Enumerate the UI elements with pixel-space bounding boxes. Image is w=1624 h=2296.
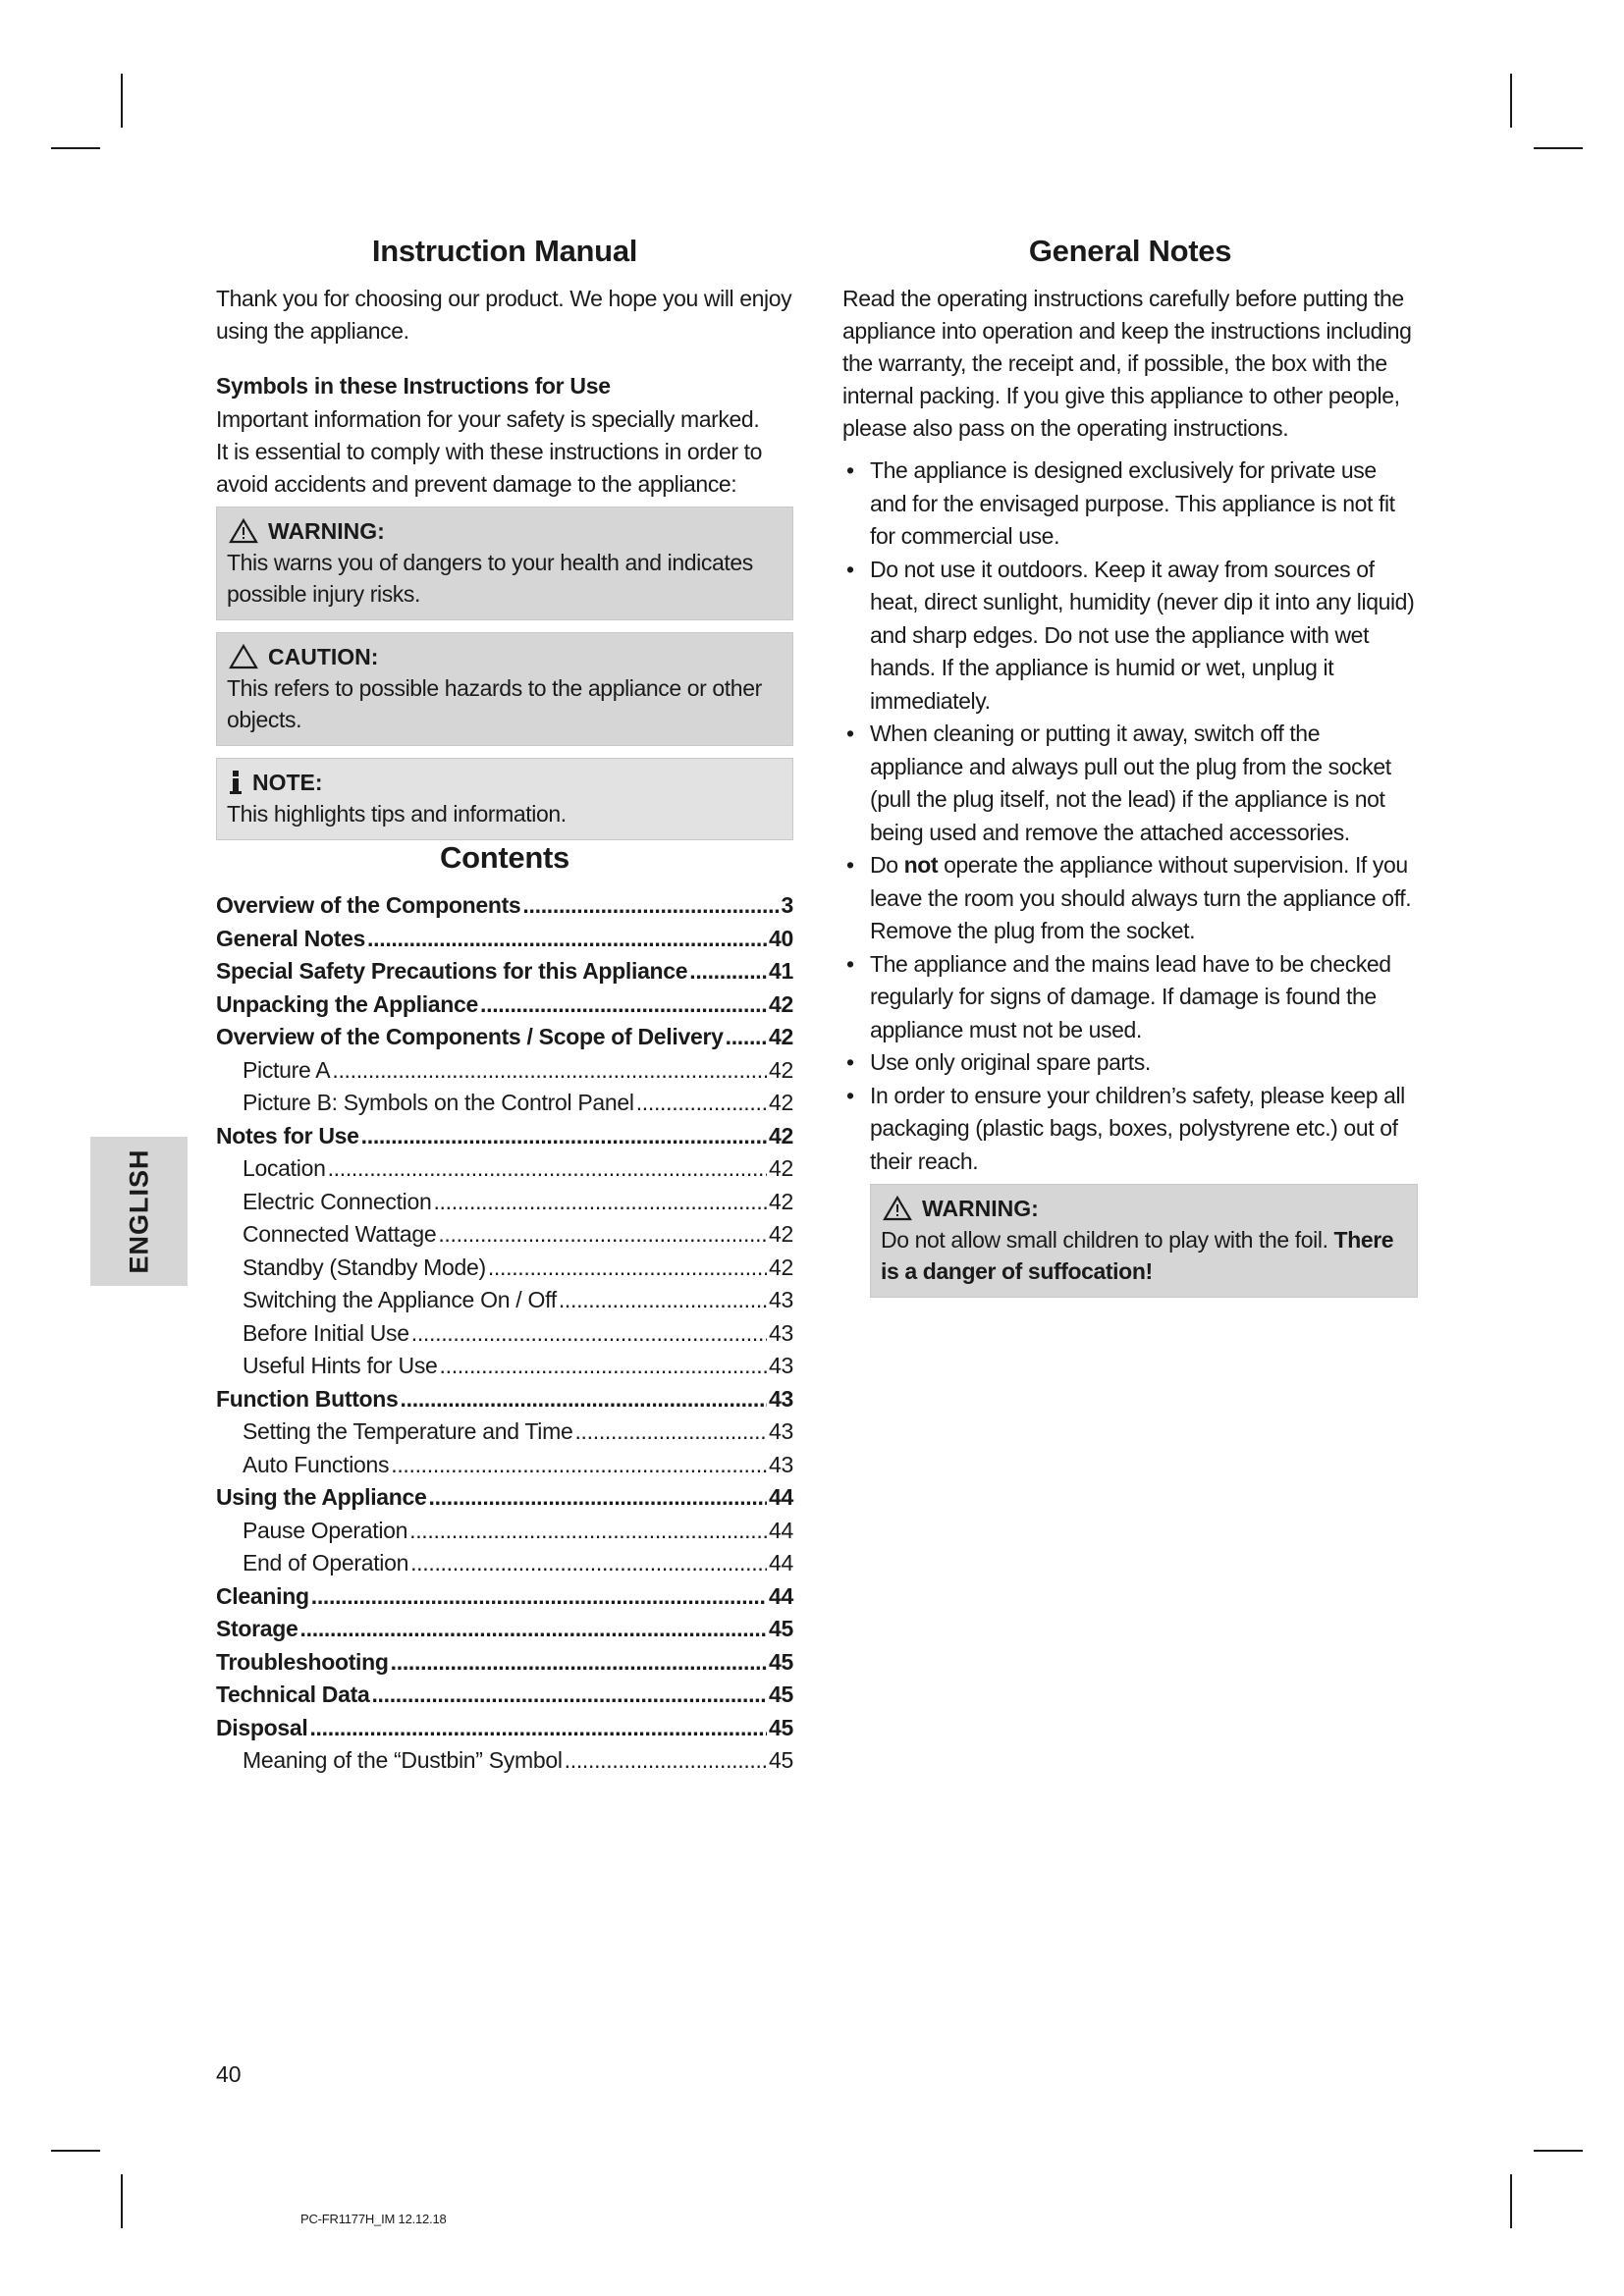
- toc-leader-dots: [522, 889, 779, 923]
- toc-page-number: 43: [769, 1451, 793, 1477]
- caution-title: CAUTION:: [268, 644, 379, 669]
- toc-page-number: 40: [769, 925, 793, 951]
- toc-label: Location: [243, 1155, 326, 1181]
- info-icon: [229, 770, 243, 795]
- toc-page-number: 42: [769, 1188, 793, 1214]
- toc-row: [216, 1679, 793, 1712]
- toc-row: [216, 1744, 793, 1778]
- toc-row: [216, 1218, 793, 1252]
- toc-label: Cleaning: [216, 1582, 309, 1609]
- toc-page-number: 42: [769, 1090, 793, 1115]
- toc-leader-dots: [433, 1186, 767, 1219]
- warning-box: [216, 507, 793, 620]
- toc-label: Overview of the Components: [216, 892, 521, 918]
- language-tab-label: ENGLISH: [124, 1148, 153, 1274]
- toc-label: Function Buttons: [216, 1385, 399, 1412]
- toc-page-number: 42: [769, 1024, 793, 1049]
- page-number: 40: [216, 2061, 242, 2087]
- list-item: • The appliance and the mains lead have to be checked regularly for signs of damage. If damage is found the appliance must not be used.: [842, 948, 1418, 1047]
- warning-title: WARNING:: [922, 1196, 1039, 1221]
- toc-row: [216, 1152, 793, 1186]
- toc-leader-dots: [409, 1515, 767, 1548]
- general-notes-title: General Notes: [1028, 234, 1232, 268]
- symbols-text-2: It is essential to comply with these instructions in order to avoid accidents and prevent damage to the appliance:: [216, 439, 762, 497]
- toc-row: [216, 1186, 793, 1219]
- note-text: This highlights tips and information.: [227, 801, 567, 827]
- warning-title: WARNING:: [268, 518, 385, 544]
- crop-mark: [1534, 147, 1583, 149]
- toc-leader-dots: [410, 1547, 767, 1580]
- symbols-heading: Symbols in these Instructions for Use: [216, 373, 611, 399]
- toc-page-number: 42: [769, 990, 793, 1017]
- toc-label: Electric Connection: [243, 1188, 432, 1214]
- toc-row: [216, 1383, 793, 1416]
- toc-page-number: 43: [769, 1385, 793, 1412]
- toc-label: Technical Data: [216, 1682, 370, 1707]
- toc-row: [216, 1021, 793, 1054]
- toc-page-number: 45: [769, 1714, 793, 1740]
- warning-text-bold: There is a danger of suffocation!: [881, 1227, 1394, 1284]
- toc-label: Setting the Temperature and Time: [243, 1418, 573, 1444]
- bullet4-pre: Do: [870, 852, 904, 878]
- toc-label: Notes for Use: [216, 1122, 359, 1148]
- list-item: • In order to ensure your children’s safety, please keep all packaging (plastic bags, boxes, polystyrene etc.) out of their reach.: [842, 1080, 1418, 1179]
- toc-row: [216, 1481, 793, 1515]
- toc-page-number: 43: [769, 1353, 793, 1378]
- toc-page-number: 41: [769, 958, 793, 984]
- toc-leader-dots: [309, 1712, 767, 1745]
- toc-leader-dots: [311, 1580, 767, 1614]
- toc-page-number: 44: [769, 1582, 793, 1609]
- crop-mark: [51, 147, 100, 149]
- toc-leader-dots: [300, 1613, 767, 1646]
- toc-label: Meaning of the “Dustbin” Symbol: [243, 1747, 563, 1773]
- toc-label: Picture A: [243, 1056, 331, 1083]
- toc-leader-dots: [328, 1152, 767, 1186]
- toc-label: Connected Wattage: [243, 1221, 437, 1247]
- list-item: • Use only original spare parts.: [842, 1046, 1418, 1080]
- general-notes-list: [842, 454, 1418, 1178]
- instruction-manual-title: Instruction Manual: [371, 234, 638, 268]
- toc-page-number: 44: [769, 1550, 793, 1575]
- toc-leader-dots: [726, 1021, 767, 1054]
- bullet4-post: operate the appliance without supervision. If you leave the room you should always turn the appliance off. Remove the plug from the socket.: [870, 852, 1412, 943]
- toc-row: [216, 1054, 793, 1088]
- toc-label: Using the Appliance: [216, 1484, 427, 1510]
- toc-leader-dots: [689, 955, 767, 988]
- toc-label: Overview of the Components / Scope of Delivery: [216, 1024, 724, 1049]
- toc-label: Pause Operation: [243, 1517, 408, 1543]
- warning-text: [881, 1224, 1407, 1287]
- note-box: [216, 758, 793, 840]
- toc-label: Auto Functions: [243, 1451, 390, 1477]
- toc-row: [216, 1415, 793, 1449]
- toc-page-number: 42: [769, 1122, 793, 1148]
- toc-page-number: 42: [769, 1155, 793, 1181]
- toc-page-number: 3: [781, 892, 793, 918]
- toc-leader-dots: [440, 1350, 768, 1383]
- crop-mark: [121, 2174, 123, 2228]
- toc-row: [216, 1449, 793, 1482]
- toc-row: [216, 1515, 793, 1548]
- toc-label: Unpacking the Appliance: [216, 990, 479, 1017]
- toc-page-number: 42: [769, 1056, 793, 1083]
- toc-label: Disposal: [216, 1714, 308, 1740]
- toc-page-number: 42: [769, 1221, 793, 1247]
- crop-mark: [1510, 2174, 1512, 2228]
- toc-leader-dots: [401, 1383, 767, 1416]
- warning-triangle-icon: [883, 1196, 912, 1221]
- note-title: NOTE:: [252, 770, 323, 795]
- caution-text: This refers to possible hazards to the appliance or other objects.: [227, 675, 762, 732]
- toc-page-number: 43: [769, 1319, 793, 1346]
- toc-leader-dots: [480, 988, 767, 1022]
- toc-label: Picture B: Symbols on the Control Panel: [243, 1090, 634, 1115]
- toc-row: [216, 1646, 793, 1680]
- toc-label: Storage: [216, 1616, 298, 1641]
- toc-row: [216, 1350, 793, 1383]
- toc-leader-dots: [361, 1120, 767, 1153]
- toc-row: [216, 988, 793, 1022]
- list-item: [842, 849, 1418, 948]
- crop-mark: [1534, 2150, 1583, 2152]
- left-column: [216, 234, 793, 1778]
- toc-row: [216, 1120, 793, 1153]
- footer-code: PC-FR1177H_IM 12.12.18: [300, 2212, 447, 2226]
- toc-leader-dots: [391, 1449, 767, 1482]
- toc-leader-dots: [559, 1284, 767, 1317]
- toc-label: Before Initial Use: [243, 1319, 409, 1346]
- toc-leader-dots: [565, 1744, 767, 1778]
- toc-row: [216, 1252, 793, 1285]
- toc-leader-dots: [391, 1646, 767, 1680]
- toc-page-number: 42: [769, 1254, 793, 1280]
- suffocation-warning-box: [870, 1184, 1418, 1298]
- contents-title: Contents: [440, 840, 569, 875]
- toc-row: [216, 1087, 793, 1120]
- toc-label: Standby (Standby Mode): [243, 1254, 486, 1280]
- list-item: • Do not use it outdoors. Keep it away from sources of heat, direct sunlight, humidity (never dip it into any liquid) and sharp edges. Do not use the appliance with wet hands. If the appliance is humid or wet, unplug it immediately.: [842, 554, 1418, 719]
- toc-row: [216, 1580, 793, 1614]
- caution-triangle-icon: [229, 644, 258, 669]
- toc-leader-dots: [636, 1087, 767, 1120]
- toc-page-number: 45: [769, 1616, 793, 1641]
- right-column: [842, 234, 1418, 1298]
- toc-label: General Notes: [216, 925, 366, 951]
- toc-page-number: 44: [769, 1517, 793, 1543]
- caution-box: [216, 632, 793, 746]
- toc-leader-dots: [574, 1415, 767, 1449]
- toc-page-number: 44: [769, 1484, 793, 1510]
- general-notes-intro: Read the operating instructions carefully before putting the appliance into operation and keep the instructions including the warranty, the receipt and, if possible, the box with the internal packing. If you give this appliance to other people, please also pass on the operating instructions.: [842, 286, 1412, 441]
- toc-label: Troubleshooting: [216, 1648, 389, 1675]
- list-item: • When cleaning or putting it away, switch off the appliance and always pull out the plug from the socket (pull the plug itself, not the lead) if the appliance is not being used and remove the attached accessories.: [842, 718, 1418, 849]
- toc-leader-dots: [332, 1054, 767, 1088]
- toc-row: [216, 1317, 793, 1351]
- intro-text: Thank you for choosing our product. We hope you will enjoy using the appliance.: [216, 286, 792, 344]
- toc-page-number: 43: [769, 1418, 793, 1444]
- crop-mark: [1510, 74, 1512, 128]
- warning-triangle-icon: [229, 518, 258, 544]
- toc-leader-dots: [367, 923, 767, 956]
- toc-label: Switching the Appliance On / Off: [243, 1287, 557, 1312]
- warning-text: This warns you of dangers to your health and indicates possible injury risks.: [227, 550, 753, 607]
- table-of-contents: [216, 889, 793, 1778]
- toc-page-number: 43: [769, 1287, 793, 1312]
- toc-page-number: 45: [769, 1682, 793, 1707]
- symbols-text-1: Important information for your safety is specially marked.: [216, 406, 760, 432]
- toc-label: End of Operation: [243, 1550, 409, 1575]
- toc-row: [216, 1547, 793, 1580]
- toc-leader-dots: [371, 1679, 767, 1712]
- toc-leader-dots: [429, 1481, 767, 1515]
- warning-text-pre: Do not allow small children to play with the foil.: [881, 1227, 1334, 1253]
- bullet4-bold: not: [903, 852, 939, 878]
- toc-page-number: 45: [769, 1747, 793, 1773]
- list-item: • The appliance is designed exclusively for private use and for the envisaged purpose. This appliance is not fit for commercial use.: [842, 454, 1418, 554]
- toc-row: [216, 1712, 793, 1745]
- toc-leader-dots: [488, 1252, 767, 1285]
- language-tab: [90, 1137, 188, 1286]
- toc-page-number: 45: [769, 1648, 793, 1675]
- toc-row: [216, 955, 793, 988]
- toc-label: Special Safety Precautions for this Appliance: [216, 958, 688, 984]
- toc-leader-dots: [411, 1317, 767, 1351]
- crop-mark: [121, 74, 123, 128]
- toc-leader-dots: [438, 1218, 767, 1252]
- toc-row: [216, 923, 793, 956]
- toc-row: [216, 1284, 793, 1317]
- toc-row: [216, 889, 793, 923]
- crop-mark: [51, 2150, 100, 2152]
- toc-label: Useful Hints for Use: [243, 1353, 438, 1378]
- toc-row: [216, 1613, 793, 1646]
